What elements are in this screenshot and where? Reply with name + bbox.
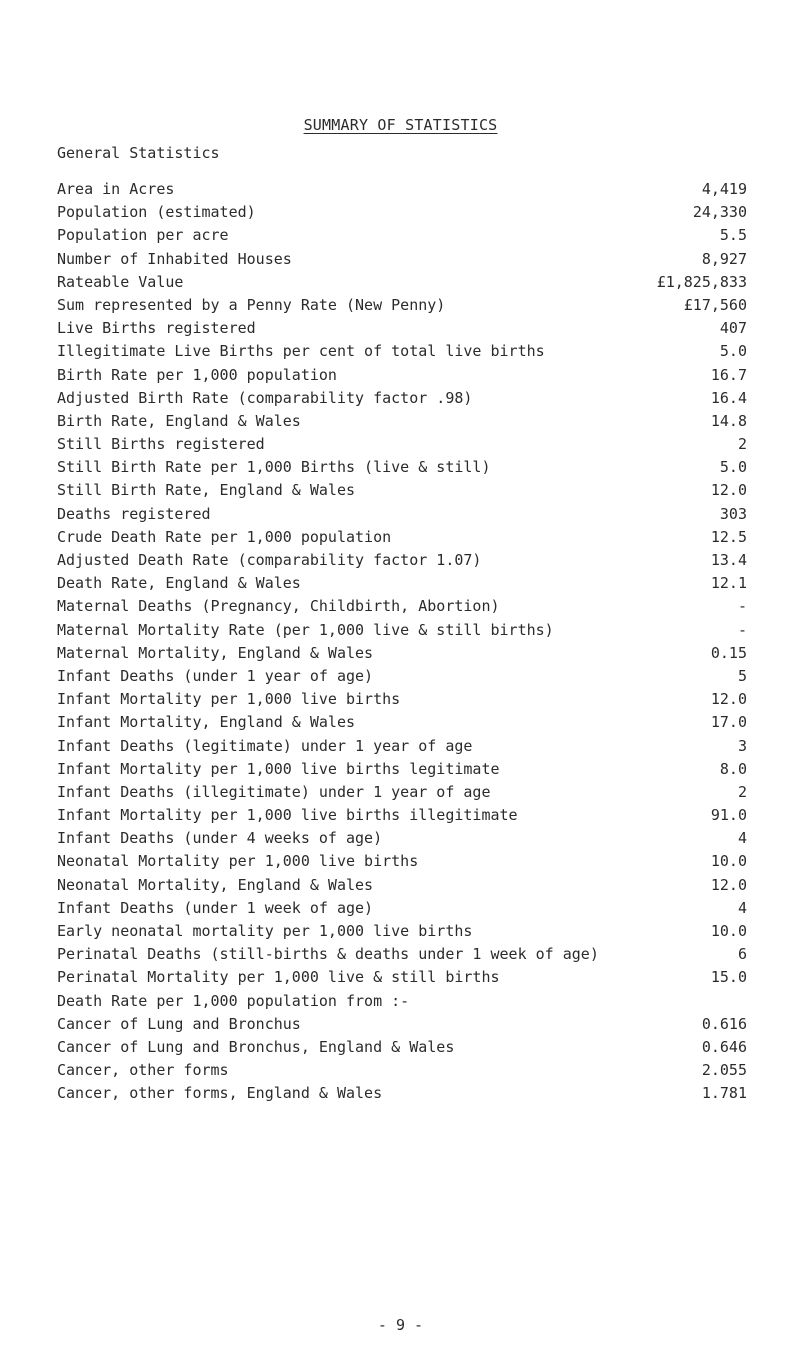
row-label: Infant Mortality per 1,000 live births legitimate: [57, 759, 500, 778]
row-value: 12.5: [710, 527, 747, 546]
table-row: [57, 1082, 747, 1105]
row-value: 12.0: [710, 875, 747, 894]
row-label: Area in Acres: [57, 180, 175, 198]
table-row: [57, 340, 747, 363]
row-value: 12.0: [710, 481, 747, 500]
table-row: [57, 990, 747, 1013]
table-row: [57, 224, 747, 247]
row-label: Infant Mortality per 1,000 live births illegitimate: [57, 806, 518, 825]
table-row: [57, 178, 747, 201]
table-row: [57, 364, 747, 387]
row-label: Cancer, other forms: [57, 1061, 229, 1080]
table-row: [57, 1059, 747, 1082]
row-label: Population per acre: [57, 226, 229, 245]
row-value: 2: [737, 782, 747, 801]
row-value: 4: [737, 898, 747, 917]
row-label: Number of Inhabited Houses: [57, 249, 292, 268]
row-label: Maternal Mortality, England & Wales: [57, 643, 374, 662]
row-value: 2.055: [701, 1061, 747, 1080]
row-value: 5.0: [719, 342, 747, 361]
row-value: 10.0: [710, 922, 747, 940]
table-row: [57, 758, 747, 781]
row-value: 17.0: [710, 713, 747, 732]
table-row: [57, 874, 747, 897]
row-label: Rateable Value: [57, 272, 184, 291]
section-heading: General Statistics: [57, 144, 220, 162]
row-value: 15.0: [710, 968, 747, 987]
row-label: Neonatal Mortality per 1,000 live births: [57, 852, 419, 871]
page-number: - 9 -: [377, 1316, 424, 1334]
table-row: [57, 294, 747, 317]
row-label: Infant Deaths (under 1 week of age): [57, 898, 374, 917]
table-row: [57, 1013, 747, 1036]
row-value: 14.8: [710, 411, 747, 430]
table-row: [57, 387, 747, 410]
row-label: Early neonatal mortality per 1,000 live births: [57, 922, 473, 940]
table-row: [57, 781, 747, 804]
table-row: [57, 943, 747, 966]
row-value: 5.0: [719, 458, 747, 477]
table-row: [57, 271, 747, 294]
table-row: [57, 595, 747, 618]
table-row: [57, 456, 747, 479]
row-value: 0.616: [701, 1014, 747, 1033]
row-value: 12.1: [710, 574, 747, 593]
row-value: 24,330: [692, 203, 747, 222]
table-row: [57, 410, 747, 433]
table-row: [57, 688, 747, 711]
table-row: [57, 526, 747, 549]
table-row: [57, 642, 747, 665]
row-label: Live Births registered: [57, 319, 256, 338]
row-label: Birth Rate per 1,000 population: [57, 365, 337, 384]
row-label: Still Birth Rate, England & Wales: [57, 481, 356, 500]
row-label: Infant Deaths (legitimate) under 1 year of age: [57, 736, 473, 755]
row-value: 5.5: [719, 226, 747, 245]
row-label: Death Rate per 1,000 population from :-: [57, 991, 410, 1010]
table-row: [57, 966, 747, 989]
table-row: [57, 549, 747, 572]
row-label: Maternal Mortality Rate (per 1,000 live & still births): [57, 620, 554, 639]
statistics-table: [57, 178, 747, 1106]
row-label: Infant Mortality per 1,000 live births: [57, 690, 401, 709]
row-value: 0.15: [710, 643, 747, 662]
table-row: [57, 804, 747, 827]
row-label: Death Rate, England & Wales: [57, 574, 301, 593]
row-value: 6: [737, 945, 747, 964]
table-row: [57, 479, 747, 502]
row-label: Cancer, other forms, England & Wales: [57, 1084, 383, 1103]
row-label: Maternal Deaths (Pregnancy, Childbirth, Abortion): [57, 597, 500, 616]
row-value: 13.4: [710, 551, 747, 569]
row-value: 3: [737, 736, 747, 755]
table-row: [57, 201, 747, 224]
table-row: [57, 897, 747, 920]
row-value: 10.0: [710, 852, 747, 871]
table-row: [57, 735, 747, 758]
row-value: £1,825,833: [656, 272, 747, 291]
row-label: Birth Rate, England & Wales: [57, 411, 301, 430]
row-label: Sum represented by a Penny Rate (New Penny): [57, 295, 446, 314]
row-value: £17,560: [683, 295, 747, 314]
row-value: 407: [719, 319, 747, 338]
row-value: 1.781: [701, 1084, 747, 1103]
row-label: Adjusted Death Rate (comparability factor 1.07): [57, 551, 482, 569]
row-label: Infant Deaths (under 4 weeks of age): [57, 829, 383, 848]
row-value: 0.646: [701, 1037, 747, 1056]
table-row: [57, 248, 747, 271]
row-label: Infant Mortality, England & Wales: [57, 713, 356, 732]
row-value: 4: [737, 829, 747, 848]
row-label: Cancer of Lung and Bronchus, England & Wales: [57, 1037, 455, 1056]
row-label: Adjusted Birth Rate (comparability factor .98): [57, 388, 473, 407]
page-title: SUMMARY OF STATISTICS: [303, 116, 498, 134]
table-row: [57, 827, 747, 850]
row-label: Still Births registered: [57, 435, 265, 454]
row-label: Illegitimate Live Births per cent of total live births: [57, 342, 545, 361]
table-row: [57, 433, 747, 456]
row-value: -: [737, 620, 747, 639]
table-row: [57, 572, 747, 595]
row-value: 12.0: [710, 690, 747, 709]
row-value: 5: [737, 666, 747, 685]
row-label: Infant Deaths (illegitimate) under 1 year of age: [57, 782, 491, 801]
row-label: Cancer of Lung and Bronchus: [57, 1014, 301, 1033]
row-value: -: [737, 597, 747, 616]
row-label: Neonatal Mortality, England & Wales: [57, 875, 374, 894]
table-row: [57, 711, 747, 734]
row-label: Perinatal Deaths (still-births & deaths under 1 week of age): [57, 945, 599, 964]
table-row: [57, 619, 747, 642]
row-value: 8,927: [701, 249, 747, 268]
table-row: [57, 503, 747, 526]
row-value: 2: [737, 435, 747, 454]
row-label: Deaths registered: [57, 504, 211, 523]
row-label: Perinatal Mortality per 1,000 live & still births: [57, 968, 500, 987]
row-value: 303: [719, 504, 747, 523]
row-value: 8.0: [719, 759, 747, 778]
row-value: 91.0: [710, 806, 747, 825]
table-row: [57, 665, 747, 688]
row-label: Still Birth Rate per 1,000 Births (live & still): [57, 458, 491, 477]
row-label: Population (estimated): [57, 203, 256, 222]
table-row: [57, 920, 747, 943]
row-label: Infant Deaths (under 1 year of age): [57, 666, 374, 685]
row-label: Crude Death Rate per 1,000 population: [57, 527, 392, 546]
table-row: [57, 850, 747, 873]
row-value: 4,419: [701, 180, 747, 198]
row-value: 16.7: [710, 365, 747, 384]
row-value: 16.4: [710, 388, 747, 407]
table-row: [57, 1036, 747, 1059]
table-row: [57, 317, 747, 340]
